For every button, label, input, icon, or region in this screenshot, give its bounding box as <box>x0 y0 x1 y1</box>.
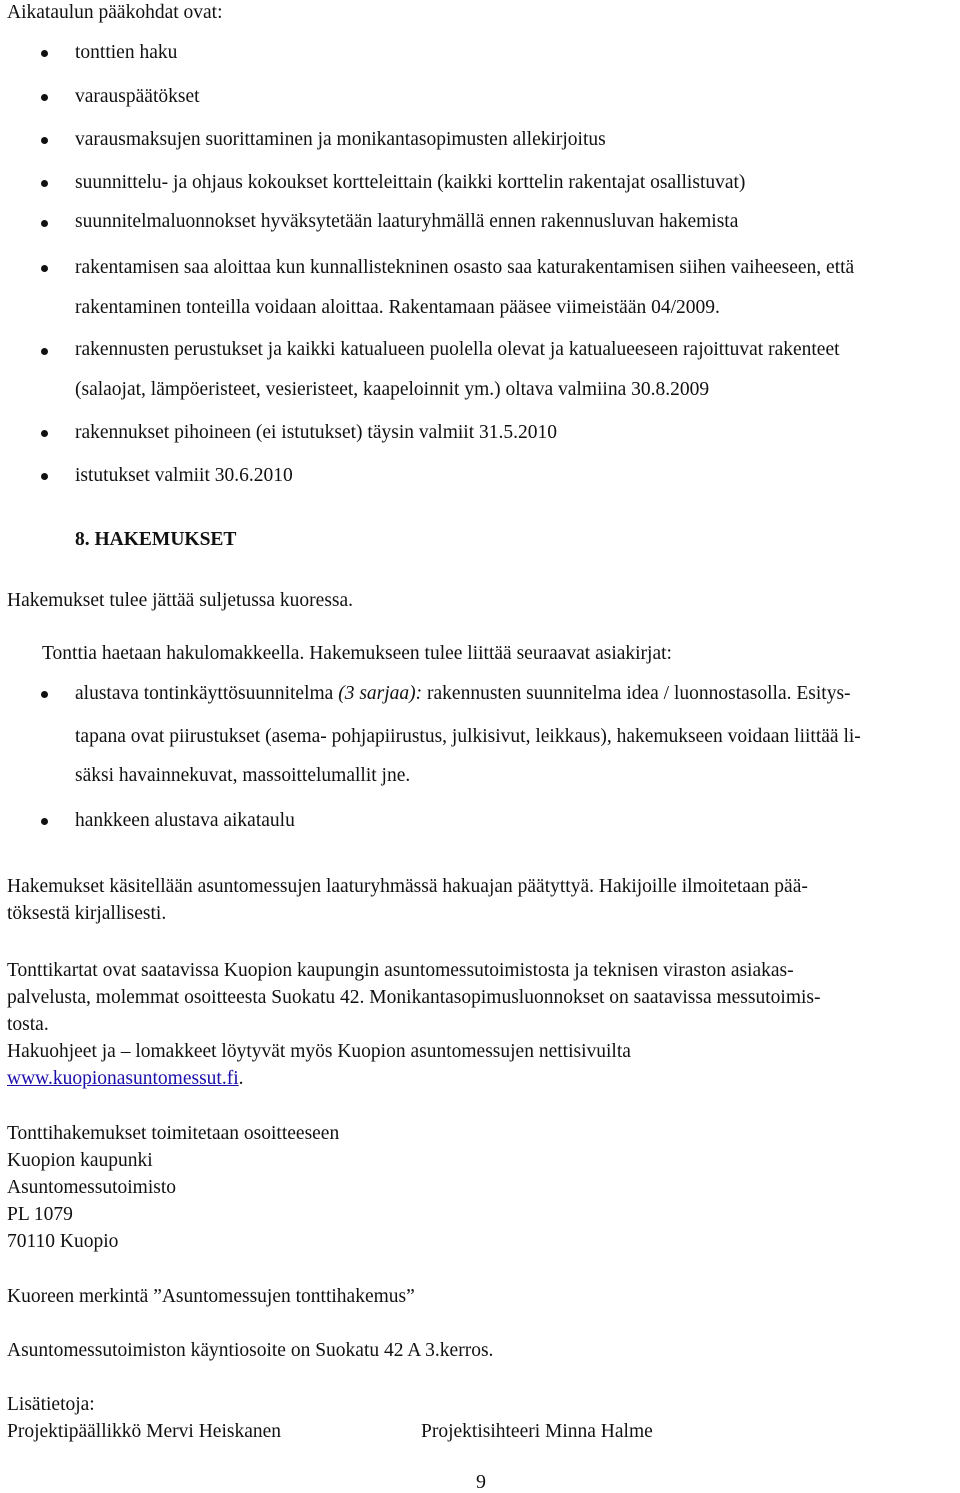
maps-text: Tonttikartat ovat saatavissa Kuopion kaupungin asuntomessutoimistosta ja teknisen viraston asiakas- <box>7 960 794 981</box>
contact-person: Projektisihteeri Minna Halme <box>421 1421 653 1442</box>
address-line: Kuopion kaupunki <box>7 1150 153 1171</box>
schedule-item: tonttien haku <box>75 42 178 63</box>
bullet-icon <box>41 691 48 698</box>
address-line: 70110 Kuopio <box>7 1231 119 1252</box>
maps-text: palvelusta, molemmat osoitteesta Suokatu 42. Monikantasopimusluonnokset on saatavissa messutoimis- <box>7 987 821 1008</box>
address-line: Asuntomessutoimisto <box>7 1177 177 1198</box>
website-link[interactable]: www.kuopionasuntomessut.fi <box>7 1068 239 1089</box>
schedule-item: suunnittelu- ja ohjaus kokoukset kortteleittain (kaikki korttelin rakentajat osallistuvat) <box>75 172 746 193</box>
attachment-item-text: alustava tontinkäyttösuunnitelma <box>75 683 339 704</box>
schedule-item-continuation: rakentaminen tonteilla voidaan aloittaa. Rakentamaan pääsee viimeistään 04/2009. <box>75 297 720 318</box>
bullet-icon <box>41 180 48 187</box>
copies-emphasis: (3 sarjaa): <box>338 683 423 704</box>
form-sentence: Tonttia haetaan hakulomakkeella. <box>42 643 305 664</box>
bullet-icon <box>41 430 48 437</box>
attachment-item-continuation: säksi havainnekuvat, massoittelumallit jne. <box>75 765 411 786</box>
website-punctuation: . <box>238 1068 244 1089</box>
schedule-item: varausmaksujen suorittaminen ja monikantasopimusten allekirjoitus <box>75 129 606 150</box>
attachments-intro: Hakemukseen tulee liittää seuraavat asiakirjat: <box>309 643 672 664</box>
website-line <box>7 1069 244 1089</box>
address-line: Tonttihakemukset toimitetaan osoitteeseen <box>7 1123 340 1144</box>
contacts-heading: Lisätietoja: <box>7 1394 95 1415</box>
schedule-item: istutukset valmiit 30.6.2010 <box>75 465 293 486</box>
maps-text: tosta. <box>7 1014 49 1035</box>
bullet-icon <box>41 137 48 144</box>
bullet-icon <box>41 220 48 227</box>
contact-person: Projektipäällikkö Mervi Heiskanen <box>7 1421 282 1442</box>
attachment-item-text: rakennusten suunnitelma idea / luonnostasolla. Esitys- <box>422 683 851 704</box>
sealed-envelope-text: Hakemukset tulee jättää suljetussa kuoressa. <box>7 590 354 611</box>
instructions-text: Hakuohjeet ja – lomakkeet löytyvät myös Kuopion asuntomessujen nettisivuilta <box>7 1041 631 1062</box>
attachment-item: hankkeen alustava aikataulu <box>75 810 295 831</box>
address-line: PL 1079 <box>7 1204 73 1225</box>
schedule-item: rakennusten perustukset ja kaikki katualueen puolella olevat ja katualueeseen rajoittuvat rakenteet <box>75 339 840 360</box>
bullet-icon <box>41 265 48 272</box>
attachment-item <box>75 684 851 704</box>
visiting-address: Asuntomessutoimiston käyntiosoite on Suokatu 42 A 3.kerros. <box>7 1340 494 1361</box>
schedule-item: rakennukset pihoineen (ei istutukset) täysin valmiit 31.5.2010 <box>75 422 557 443</box>
section-heading: 8. HAKEMUKSET <box>75 529 237 550</box>
schedule-item: varauspäätökset <box>75 86 200 107</box>
envelope-marking: Kuoreen merkintä ”Asuntomessujen tonttihakemus” <box>7 1286 415 1307</box>
attachment-item-continuation: tapana ovat piirustukset (asema- pohjapiirustus, julkisivut, leikkaus), hakemukseen voidaan liittää li- <box>75 726 861 747</box>
processing-text: töksestä kirjallisesti. <box>7 903 167 924</box>
schedule-item-continuation: (salaojat, lämpöeristeet, vesieristeet, kaapeloinnit ym.) oltava valmiina 30.8.2009 <box>75 379 710 400</box>
bullet-icon <box>41 473 48 480</box>
schedule-heading: Aikataulun pääkohdat ovat: <box>7 2 223 23</box>
page-number: 9 <box>476 1471 486 1493</box>
bullet-icon <box>41 50 48 57</box>
schedule-item: rakentamisen saa aloittaa kun kunnallistekninen osasto saa katurakentamisen siihen vaiheeseen, että <box>75 257 855 278</box>
processing-text: Hakemukset käsitellään asuntomessujen laaturyhmässä hakuajan päätyttyä. Hakijoille ilmoitetaan pää- <box>7 876 808 897</box>
bullet-icon <box>41 94 48 101</box>
bullet-icon <box>41 348 48 355</box>
bullet-icon <box>41 818 48 825</box>
application-form-line <box>42 644 672 664</box>
schedule-item: suunnitelmaluonnokset hyväksytetään laaturyhmällä ennen rakennusluvan hakemista <box>75 211 739 232</box>
